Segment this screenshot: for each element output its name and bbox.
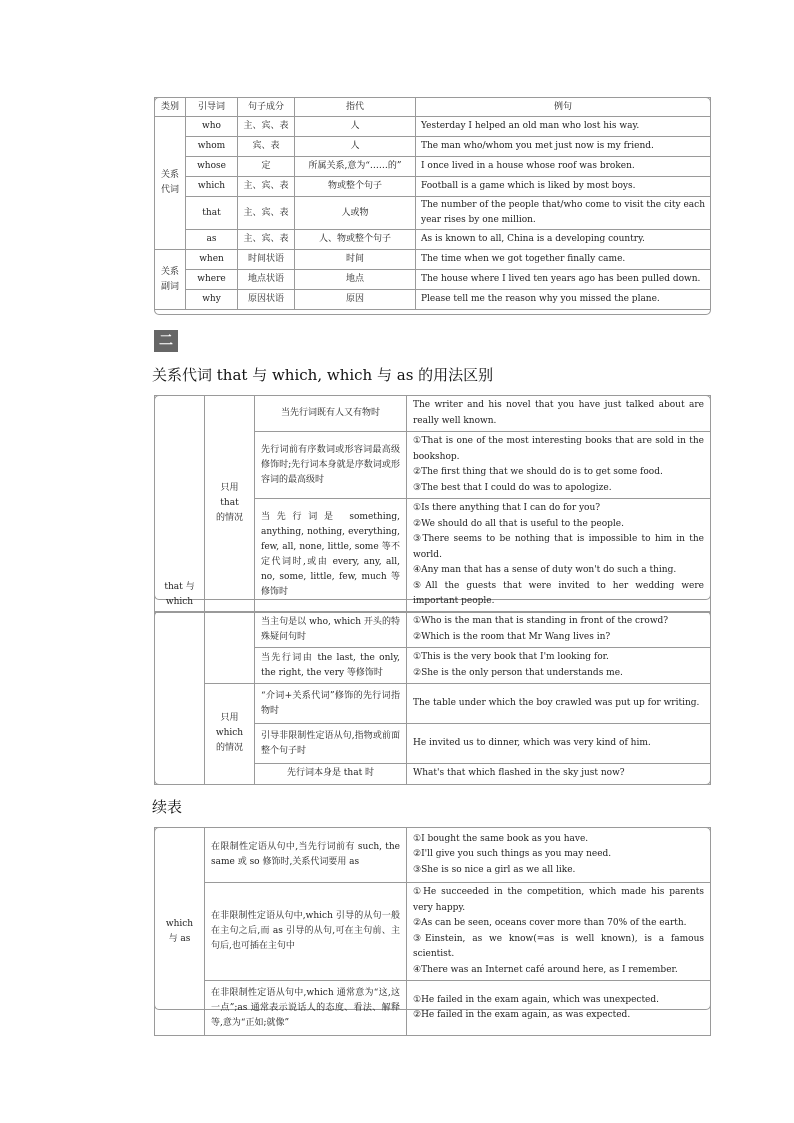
example-line: ①He failed in the exam again, which was unexpected. xyxy=(413,994,660,1005)
example-line: ③Einstein, as we know(=as is well known), is a famous scientist. xyxy=(413,933,704,959)
example-cell xyxy=(407,396,711,432)
example-cell: Football is a game which is liked by most boys. xyxy=(416,177,711,197)
refer-cell: 时间 xyxy=(295,250,416,270)
example-cell xyxy=(407,724,711,764)
table1-header-category: 类别 xyxy=(155,98,186,117)
which-as-table xyxy=(154,827,711,1036)
example-line: ②Which is the room that Mr Wang lives in? xyxy=(413,631,611,642)
word-cell: as xyxy=(186,230,238,250)
role-cell: 主、宾、表 xyxy=(238,230,295,250)
example-cell xyxy=(407,883,711,981)
role-cell: 时间状语 xyxy=(238,250,295,270)
refer-cell: 人 xyxy=(295,137,416,157)
table1-row xyxy=(155,270,711,290)
only-which-table xyxy=(154,611,711,785)
condition-cell: “介词+关系代词”修饰的先行词指物时 xyxy=(255,684,407,724)
condition-cell: 先行词本身是 that 时 xyxy=(255,764,407,785)
refer-cell: 物或整个句子 xyxy=(295,177,416,197)
word-cell: whom xyxy=(186,137,238,157)
condition-cell: 当先行词既有人又有物时 xyxy=(255,396,407,432)
word-cell: who xyxy=(186,117,238,137)
example-line: ④Any man that has a sense of duty won't do such a thing. xyxy=(413,565,677,575)
table1-row xyxy=(155,250,711,270)
example-cell xyxy=(407,828,711,883)
spacer-cell xyxy=(155,612,205,785)
section-title: 关系代词 that 与 which, which 与 as 的用法区别 xyxy=(152,366,494,384)
example-cell: Yesterday I helped an old man who lost his way. xyxy=(416,117,711,137)
table1-row xyxy=(155,290,711,310)
example-line: The table under which the boy crawled was put up for writing. xyxy=(413,697,700,708)
only-that-label: 只用 that 的情况 xyxy=(205,396,255,613)
example-cell xyxy=(407,648,711,684)
refer-cell: 原因 xyxy=(295,290,416,310)
table1-row xyxy=(155,230,711,250)
table1-row xyxy=(155,117,711,137)
example-line: The writer and his novel that you have just talked about are really well known. xyxy=(413,400,704,426)
table3-row-3 xyxy=(155,684,711,724)
example-cell xyxy=(407,684,711,724)
example-line: ②I'll give you such things as you may need. xyxy=(413,849,612,860)
example-cell: As is known to all, China is a developing country. xyxy=(416,230,711,250)
example-line: ③The best that I could do was to apologize. xyxy=(413,482,612,493)
example-line: ②He failed in the exam again, as was expected. xyxy=(413,1010,631,1020)
word-cell: when xyxy=(186,250,238,270)
refer-cell: 地点 xyxy=(295,270,416,290)
only-which-label: 只用 which 的情况 xyxy=(205,684,255,785)
example-cell xyxy=(407,981,711,1036)
example-line: ②We should do all that is useful to the people. xyxy=(413,518,624,529)
example-cell: The time when we got together finally came. xyxy=(416,250,711,270)
example-line: ③There seems to be nothing that is impossible to him in the world. xyxy=(413,534,704,560)
that-which-table xyxy=(154,395,711,613)
table4-row-2 xyxy=(155,883,711,981)
table1-header-role: 句子成分 xyxy=(238,98,295,117)
refer-cell: 人或物 xyxy=(295,197,416,230)
example-line: He invited us to dinner, which was very kind of him. xyxy=(413,737,651,748)
example-cell xyxy=(407,764,711,785)
example-line: ②She is the only person that understands me. xyxy=(413,667,623,678)
condition-cell: 在非限制性定语从句中,which 通常意为“这,这一点”;as 通常表示说话人的态度、看法、解释等,意为“正如;就像” xyxy=(205,981,407,1036)
word-cell: whose xyxy=(186,157,238,177)
condition-cell: 在限制性定语从句中,当先行词前有 such, the same 或 so 修饰时,关系代词要用 as xyxy=(205,828,407,883)
word-cell: where xyxy=(186,270,238,290)
table1-header-row xyxy=(155,98,711,117)
condition-cell: 当先行词由 the last, the only, the right, the very 等修饰时 xyxy=(255,648,407,684)
example-line: ③She is so nice a girl as we all like. xyxy=(413,864,576,875)
table1-header-word: 引导词 xyxy=(186,98,238,117)
refer-cell: 所属关系,意为“……的” xyxy=(295,157,416,177)
word-cell: that xyxy=(186,197,238,230)
category-cell: 关系 副词 xyxy=(155,250,186,310)
table4-row-1 xyxy=(155,828,711,883)
example-cell xyxy=(407,432,711,499)
example-line: ①I bought the same book as you have. xyxy=(413,833,589,844)
condition-cell: 在非限制性定语从句中,which 引导的从句一般在主句之后,而 as 引导的从句,可在主句前、主句后,也可插在主句中 xyxy=(205,883,407,981)
example-line: ④There was an Internet café around here, as I remember. xyxy=(413,964,678,975)
relative-words-table xyxy=(154,97,711,310)
example-cell xyxy=(407,612,711,648)
table1-row xyxy=(155,197,711,230)
which-as-label: which 与 as xyxy=(155,828,205,1036)
category-cell: 关系 代词 xyxy=(155,117,186,250)
role-cell: 主、宾、表 xyxy=(238,197,295,230)
that-which-label: that 与 which xyxy=(155,396,205,613)
table1-row xyxy=(155,157,711,177)
example-cell: The house where I lived ten years ago has been pulled down. xyxy=(416,270,711,290)
example-line: ⑤All the guests that were invited to her wedding were important people. xyxy=(413,580,704,606)
table1-row xyxy=(155,137,711,157)
table3-row-1 xyxy=(155,612,711,648)
refer-cell: 人 xyxy=(295,117,416,137)
spacer-cell xyxy=(205,612,255,684)
role-cell: 主、宾、表 xyxy=(238,177,295,197)
table1-row xyxy=(155,177,711,197)
table4-row-3 xyxy=(155,981,711,1036)
example-cell xyxy=(407,499,711,613)
example-line: ①Is there anything that I can do for you? xyxy=(413,503,601,513)
condition-cell: 当主句是以 who, which 开头的特殊疑问句时 xyxy=(255,612,407,648)
role-cell: 原因状语 xyxy=(238,290,295,310)
word-cell: which xyxy=(186,177,238,197)
role-cell: 定 xyxy=(238,157,295,177)
table2-row-1 xyxy=(155,396,711,432)
table1-header-example: 例句 xyxy=(416,98,711,117)
condition-cell: 先行词前有序数词或形容词最高级修饰时;先行词本身就是序数词或形容词的最高级时 xyxy=(255,432,407,499)
example-line: ①That is one of the most interesting books that are sold in the bookshop. xyxy=(413,436,704,462)
condition-cell: 引导非限制性定语从句,指物或前面整个句子时 xyxy=(255,724,407,764)
example-cell: I once lived in a house whose roof was broken. xyxy=(416,157,711,177)
section-number-badge: 二 xyxy=(154,330,178,352)
example-cell: Please tell me the reason why you missed the plane. xyxy=(416,290,711,310)
example-line: ②As can be seen, oceans cover more than 70% of the earth. xyxy=(413,918,687,928)
role-cell: 地点状语 xyxy=(238,270,295,290)
table1-header-refer: 指代 xyxy=(295,98,416,117)
word-cell: why xyxy=(186,290,238,310)
table1-body xyxy=(155,117,711,310)
condition-cell: 当先行词是 something, anything, nothing, everything, few, all, none, little, some 等不定代词时,或由 every, any, all, no, some, little, few, much 等修饰时 xyxy=(255,499,407,613)
role-cell: 宾、表 xyxy=(238,137,295,157)
continued-label: 续表 xyxy=(152,798,183,816)
example-line: ①This is the very book that I'm looking for. xyxy=(413,652,609,662)
role-cell: 主、宾、表 xyxy=(238,117,295,137)
example-line: What's that which flashed in the sky just now? xyxy=(413,768,625,778)
example-line: ②The first thing that we should do is to get some food. xyxy=(413,467,663,477)
refer-cell: 人、物或整个句子 xyxy=(295,230,416,250)
example-cell: The man who/whom you met just now is my friend. xyxy=(416,137,711,157)
example-line: ①He succeeded in the competition, which made his parents very happy. xyxy=(413,887,704,913)
example-line: ①Who is the man that is standing in front of the crowd? xyxy=(413,616,669,626)
example-cell: The number of the people that/who come to visit the city each year rises by one million. xyxy=(416,197,711,230)
